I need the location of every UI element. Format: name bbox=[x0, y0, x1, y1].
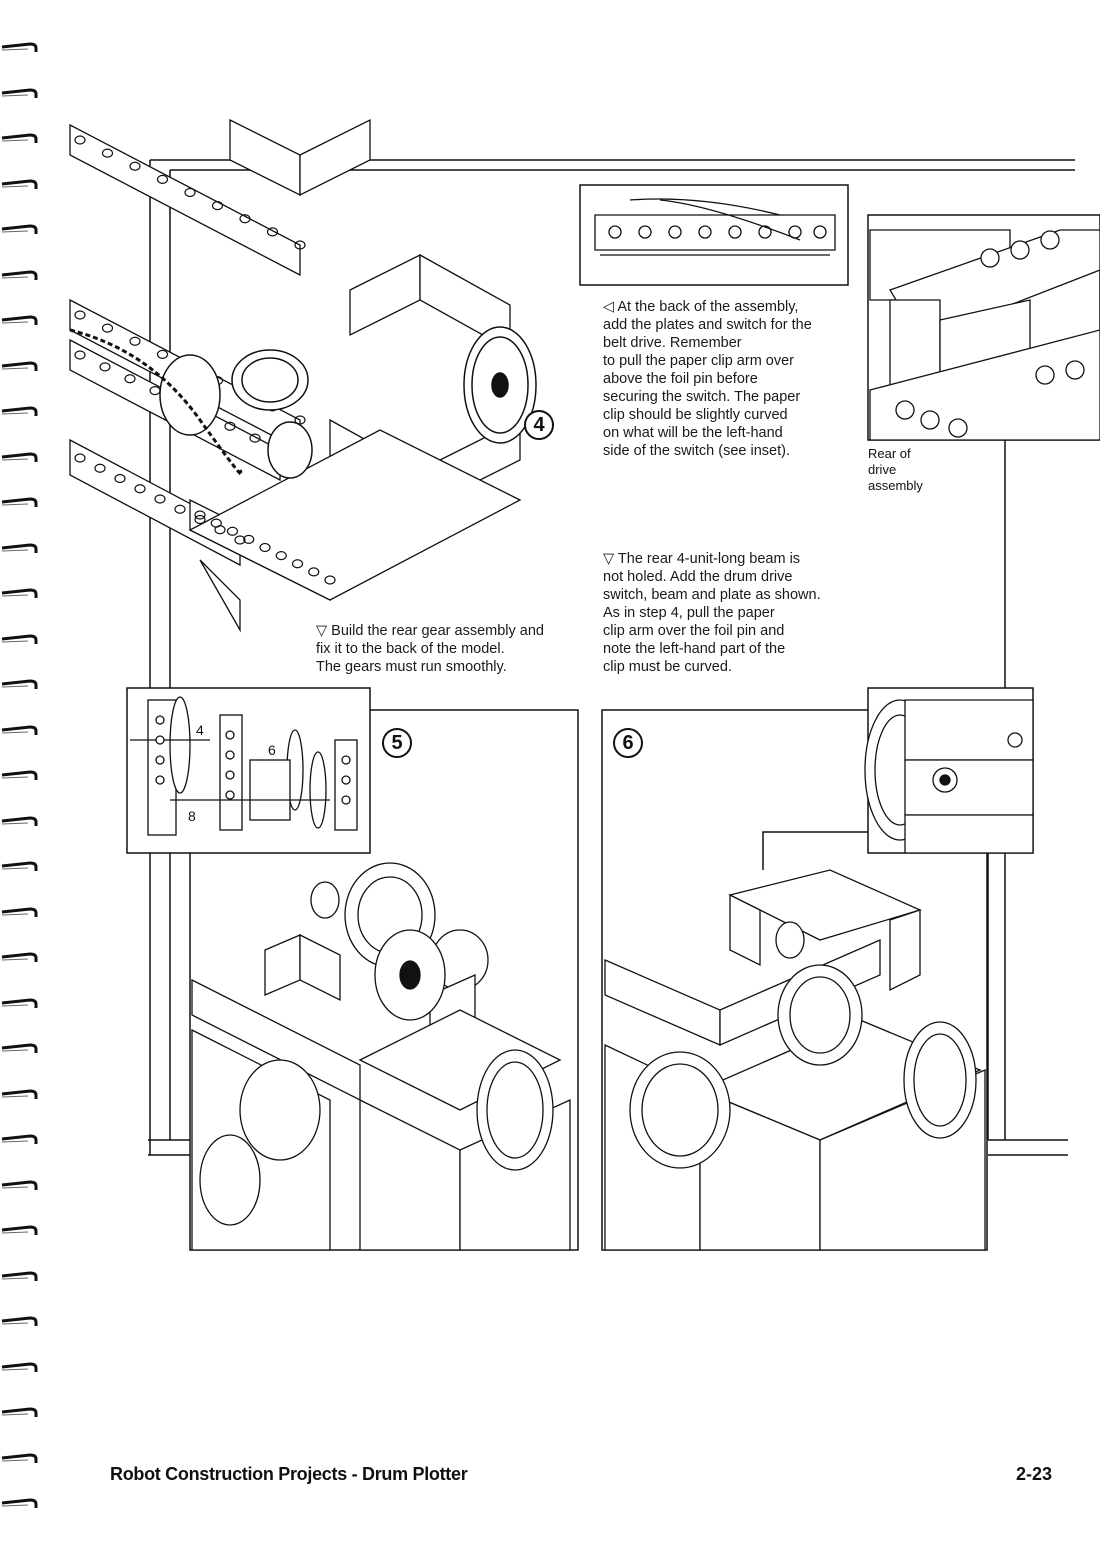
inset-label-gear-8: 8 bbox=[188, 808, 196, 824]
inset-label-gear-4: 4 bbox=[196, 722, 204, 738]
inset-label-gear-6: 6 bbox=[268, 742, 276, 758]
page-number: 2-23 bbox=[1015, 1464, 1052, 1484]
rear-inset-caption: Rear of drive assembly bbox=[868, 446, 923, 493]
step-5-badge: 5 bbox=[382, 728, 412, 758]
step-4-caption: ◁ At the back of the assembly, add the plates and switch for the belt drive. Remember to pull the paper clip arm over above the foil pin before securing the switch. The paper clip should be slightly curved on what will be the left-hand side of the switch (see inset). bbox=[603, 299, 812, 459]
footer-title: Robot Construction Projects - Drum Plotter bbox=[110, 1464, 468, 1484]
step-6-caption: ▽ The rear 4-unit-long beam is not holed. Add the drum drive switch, beam and plate as shown. As in step 4, pull the paper clip arm over the foil pin and note the left-hand part of the clip must be curved. bbox=[603, 551, 821, 675]
step-6-badge: 6 bbox=[613, 728, 643, 758]
step-4-badge: 4 bbox=[524, 410, 554, 440]
step-5-caption: ▽ Build the rear gear assembly and fix it to the back of the model. The gears must run smoothly. bbox=[316, 623, 544, 675]
